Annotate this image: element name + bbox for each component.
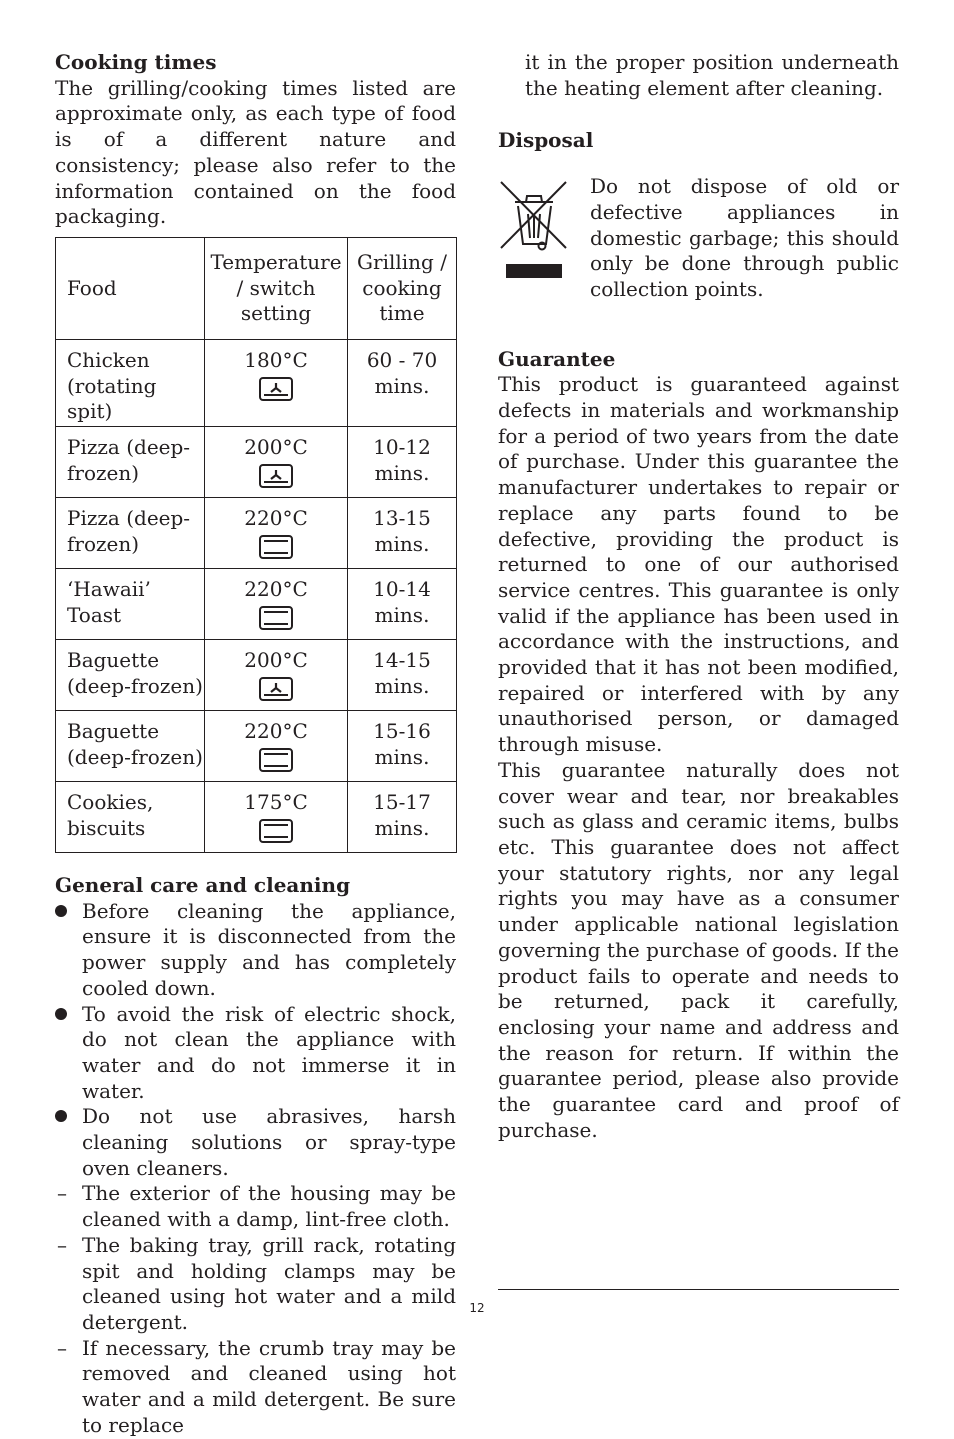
cell-time: 10-14 mins. — [348, 569, 457, 640]
cell-temperature — [205, 711, 348, 782]
list-item: – The baking tray, grill rack, rotating spit and holding clamps may be cleaned using hot water and a mild detergent. — [57, 1232, 456, 1334]
list-item: – The exterior of the housing may be cleaned with a damp, lint-free cloth. — [57, 1181, 456, 1232]
cell-food: Baguette (deep-frozen) — [56, 711, 205, 782]
table-row — [56, 782, 457, 853]
care-list — [55, 899, 456, 1439]
header-temperature: Temperature / switch setting — [205, 237, 348, 339]
cell-temperature — [205, 782, 348, 853]
rotisserie-icon — [259, 677, 293, 701]
header-time: Grilling / cooking time — [348, 237, 457, 339]
cooking-times-intro: The grilling/cooking times listed are approximate only, as each type of food is of a different nature and consistency; please also refer to the information contained on the food packaging. — [55, 75, 456, 229]
care-continuation: it in the proper position underneath the heating element after cleaning. — [525, 50, 899, 100]
top-bottom-heat-icon — [259, 748, 293, 772]
cell-temperature — [205, 640, 348, 711]
dash-marker: – — [57, 1232, 67, 1257]
crossed-out-wheelie-bin-icon — [498, 178, 570, 289]
cell-food: Pizza (deep-frozen) — [56, 498, 205, 569]
temperature-value: 220°C — [244, 577, 308, 602]
dash-marker: – — [57, 1335, 67, 1360]
cell-food: Baguette (deep-frozen) — [56, 640, 205, 711]
page-number: 12 — [469, 1301, 485, 1315]
header-food: Food — [56, 237, 205, 339]
care-heading: General care and cleaning — [55, 873, 351, 898]
top-bottom-heat-icon — [259, 606, 293, 630]
bullet-icon — [55, 1110, 67, 1122]
cell-temperature — [205, 339, 348, 426]
table-row — [56, 569, 457, 640]
cell-food: Cookies, biscuits — [56, 782, 205, 853]
rotisserie-icon — [259, 377, 293, 401]
table-header-row — [56, 237, 457, 339]
rotisserie-icon — [259, 464, 293, 488]
cell-temperature — [205, 427, 348, 498]
cell-food: Pizza (deep-frozen) — [56, 427, 205, 498]
dash-marker: – — [57, 1181, 67, 1206]
cell-time: 15-17 mins. — [348, 782, 457, 853]
cell-time: 14-15 mins. — [348, 640, 457, 711]
top-bottom-heat-icon — [259, 535, 293, 559]
list-item: Do not use abrasives, harsh cleaning solutions or spray-type oven cleaners. — [55, 1104, 456, 1181]
table-row — [56, 339, 457, 426]
list-item: To avoid the risk of electric shock, do not clean the appliance with water and do not immerse it in water. — [55, 1002, 456, 1105]
cell-time: 15-16 mins. — [348, 711, 457, 782]
guarantee-paragraph: This guarantee naturally does not cover wear and tear, nor breakables such as glass and ceramic items, bulbs etc. This guarantee does not affect your statutory rights, nor any legal rights you may have as a consumer under applicable national legislation governing the purchase of goods. If the product fails to operate and needs to be returned, pack it carefully, enclosing your name and address and the reason for return. If within the guarantee period, please also provide the guarantee card and proof of purchase. — [498, 757, 899, 1142]
cell-temperature — [205, 498, 348, 569]
temperature-value: 220°C — [244, 719, 308, 744]
temperature-value: 180°C — [244, 347, 308, 372]
left-column — [55, 50, 456, 1439]
table-row — [56, 427, 457, 498]
disposal-block — [498, 174, 899, 303]
temperature-value: 200°C — [244, 435, 308, 460]
guarantee-paragraph: This product is guaranteed against defects in materials and workmanship for a period of two years from the date of purchase. Under this guarantee the manufacturer undertakes to repair or replace any parts found to be defective, providing the product is returned to one of our authorised service centres. This guarantee is only valid if the appliance has been used in accordance with the instructions, and provided that it has not been modified, repaired or interfered with by any unauthorised person, or damaged through misuse. — [498, 372, 899, 757]
cell-food: ‘Hawaii’ Toast — [56, 569, 205, 640]
cell-time: 10-12 mins. — [348, 427, 457, 498]
table-row — [56, 711, 457, 782]
disposal-heading: Disposal — [498, 128, 594, 153]
cooking-times-table — [55, 237, 457, 853]
footer-rule — [498, 1289, 899, 1290]
cell-temperature — [205, 569, 348, 640]
cell-food: Chicken (rotating spit) — [56, 339, 205, 426]
bullet-icon — [55, 1008, 67, 1020]
cell-time: 60 - 70 mins. — [348, 339, 457, 426]
right-column — [498, 50, 899, 1143]
table-row — [56, 498, 457, 569]
temperature-value: 175°C — [244, 790, 308, 815]
disposal-text: Do not dispose of old or defective appliances in domestic garbage; this should only be done through public collection points. — [590, 174, 899, 301]
top-bottom-heat-icon — [259, 819, 293, 843]
temperature-value: 200°C — [244, 648, 308, 673]
temperature-value: 220°C — [244, 506, 308, 531]
guarantee-heading: Guarantee — [498, 346, 616, 371]
cooking-times-heading: Cooking times — [55, 50, 217, 74]
cell-time: 13-15 mins. — [348, 498, 457, 569]
list-item: Before cleaning the appliance, ensure it is disconnected from the power supply and has completely cooled down. — [55, 899, 456, 1002]
list-item: – If necessary, the crumb tray may be removed and cleaned using hot water and a mild detergent. Be sure to replace — [57, 1335, 456, 1437]
table-row — [56, 640, 457, 711]
bullet-icon — [55, 905, 67, 917]
